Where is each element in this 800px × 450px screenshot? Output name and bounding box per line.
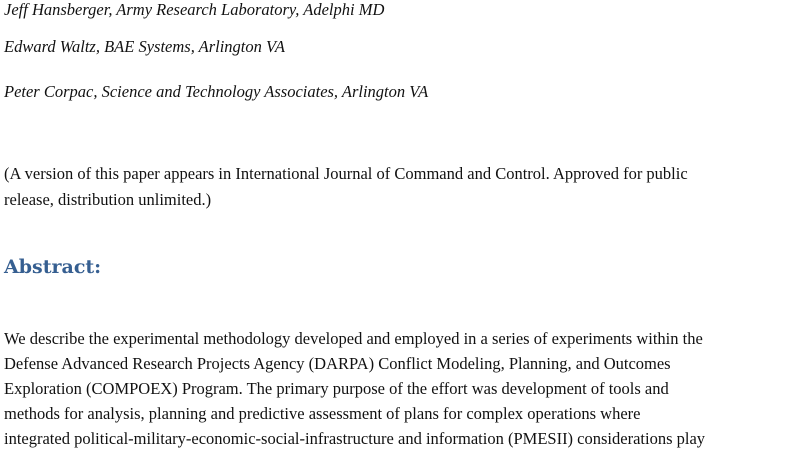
abstract-heading: Abstract:: [4, 256, 102, 278]
abstract-text-line: We describe the experimental methodology developed and employed in a series of experiments within the: [4, 329, 703, 348]
publication-note: (A version of this paper appears in International Journal of Command and Control. Approved for public: [4, 164, 688, 183]
author-line: Peter Corpac, Science and Technology Associates, Arlington VA: [4, 82, 429, 101]
author-line: Jeff Hansberger, Army Research Laboratory, Adelphi MD: [4, 0, 385, 19]
abstract-text-line: Exploration (COMPOEX) Program. The primary purpose of the effort was development of tools and: [4, 379, 669, 398]
abstract-text-line: methods for analysis, planning and predictive assessment of plans for complex operations where: [4, 404, 641, 423]
publication-note: release, distribution unlimited.): [4, 190, 212, 209]
author-line: Edward Waltz, BAE Systems, Arlington VA: [4, 37, 285, 56]
abstract-text-line: Defense Advanced Research Projects Agency (DARPA) Conflict Modeling, Planning, and Outcomes: [4, 354, 671, 373]
abstract-text-line: integrated political-military-economic-social-infrastructure and information (PMESII) considerations play: [4, 429, 706, 448]
